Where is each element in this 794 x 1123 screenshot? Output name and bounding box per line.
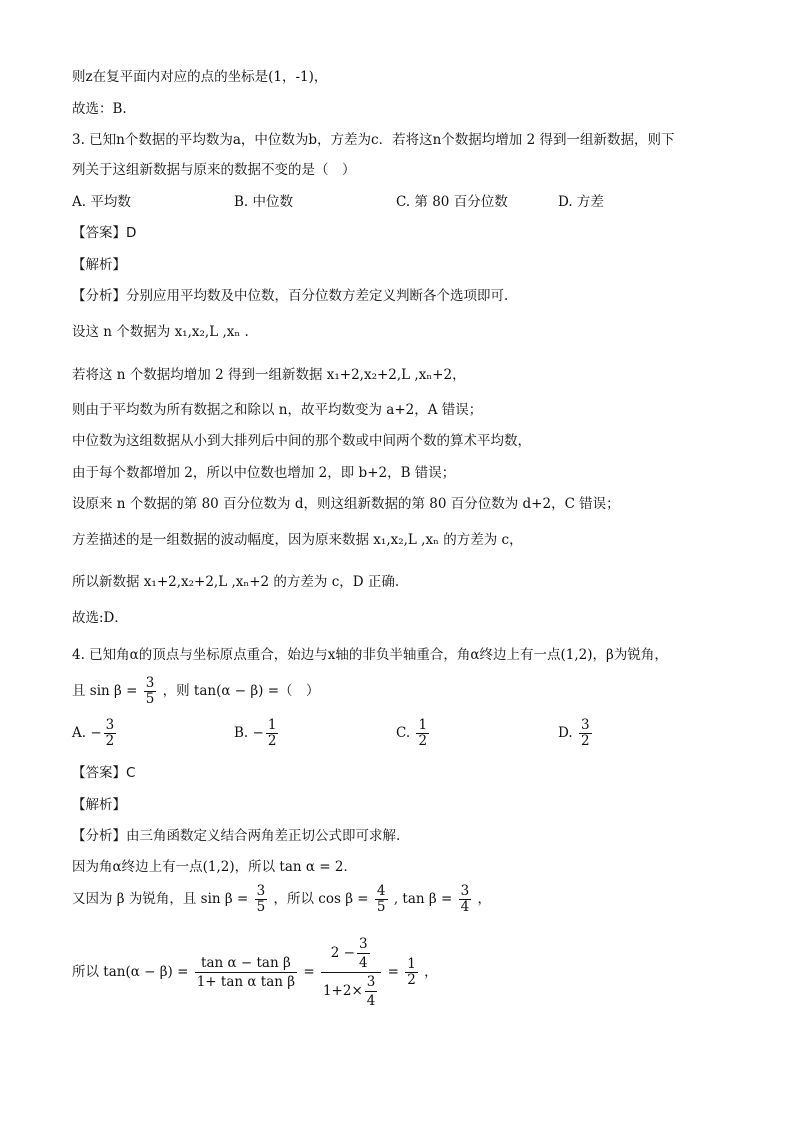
option-b: B. 中位数 xyxy=(234,194,294,210)
solution-line: 由于每个数都增加 2，所以中位数也增加 2，即 b+2，B 错误； xyxy=(72,465,456,481)
option-d: D. 方差 xyxy=(558,194,604,210)
fraction: $\frac{1}{2}$ xyxy=(407,956,416,988)
fraction: $\frac{3}{4}$ xyxy=(460,883,470,915)
solution-line: 则由于平均数为所有数据之和除以 n，故平均数变为 a+2，A 错误； xyxy=(72,402,483,418)
answer-label: 【答案】C xyxy=(72,765,136,781)
option-c: C. $\frac{1}{2}$ xyxy=(396,717,428,749)
option-a: A. 平均数 xyxy=(72,194,131,210)
text-line: 则z在复平面内对应的点的坐标是(1，-1)， xyxy=(72,69,328,85)
text-line: 故选：B. xyxy=(72,101,127,117)
solution-line: 所以 tan(α − β) = $\frac{\text{tan α − tan β}}{\text{1+ tan α tan β}}$ = 2 − $\frac{3}{4}$ 1+2× $\frac{3}{4}$ = $\frac{1}{2}$ ， xyxy=(72,936,438,1009)
solution-line: 方差描述的是一组数据的波动幅度，因为原来数据 x₁,x₂,L ,xₙ 的方差为 c， xyxy=(72,532,523,548)
option-c: C. 第 80 百分位数 xyxy=(396,194,508,210)
analysis-heading: 【解析】 xyxy=(72,257,126,273)
fraction: $\frac{3}{5}$ xyxy=(256,883,266,915)
option-a: A. − $\frac{3}{2}$ xyxy=(72,717,115,749)
solution-line: 设这 n 个数据为 x₁,x₂,L ,xₙ . xyxy=(72,324,249,340)
solution-line: 中位数为这组数据从小到大排列后中间的那个数或中间两个数的算术平均数， xyxy=(72,433,531,449)
q4-text: 且 sin β = xyxy=(72,683,138,699)
option-b: B. − $\frac{1}{2}$ xyxy=(234,717,277,749)
solution-line: 所以新数据 x₁+2,x₂+2,L ,xₙ+2 的方差为 c，D 正确. xyxy=(72,574,400,590)
solution-line: 设原来 n 个数据的第 80 百分位数为 d，则这组新数据的第 80 百分位数为 d+2，C 错误； xyxy=(72,496,620,512)
option-d: D. $\frac{3}{2}$ xyxy=(558,717,590,749)
solution-line: 故选:D． xyxy=(72,610,128,626)
question-3-stem-cont: 列关于这组新数据与原来的数据不变的是（ ） xyxy=(72,162,356,178)
analysis-summary: 【分析】由三角函数定义结合两角差正切公式即可求解. xyxy=(72,828,401,844)
compound-fraction: 2 − $\frac{3}{4}$ 1+2× $\frac{3}{4}$ xyxy=(321,935,381,1010)
analysis-summary: 【分析】分别应用平均数及中位数，百分位数方差定义判断各个选项即可. xyxy=(72,288,509,304)
solution-line: 因为角α终边上有一点(1,2)，所以 tan α = 2． xyxy=(72,859,357,875)
question-4-stem-cont xyxy=(72,676,320,707)
question-4-stem: 4. 已知角α的顶点与坐标原点重合，始边与x轴的非负半轴重合，角α终边上有一点(1,2)，β为锐角， xyxy=(72,647,668,663)
fraction: $\frac{4}{5}$ xyxy=(376,883,386,915)
solution-line: 若将这 n 个数据均增加 2 得到一组新数据 x₁+2,x₂+2,L ,xₙ+2， xyxy=(72,367,466,383)
fraction: $\frac{3}{5}$ xyxy=(145,675,155,707)
formula-fraction: $\frac{\text{tan α − tan β}}{\text{1+ tan α tan β}}$ xyxy=(196,955,296,990)
answer-label: 【答案】D xyxy=(72,225,137,241)
solution-line: 又因为 β 为锐角，且 sin β = $\frac{3}{5}$ ，所以 cos β = $\frac{4}{5}$ , tan β = $\frac{3}{4}$ ， xyxy=(72,883,491,915)
question-3-stem: 3. 已知n个数据的平均数为a，中位数为b，方差为c．若将这n个数据均增加 2 得到一组新数据，则下 xyxy=(72,132,675,148)
analysis-heading: 【解析】 xyxy=(72,797,126,813)
q4-text: ，则 tan(α − β) =（ ） xyxy=(162,683,320,699)
